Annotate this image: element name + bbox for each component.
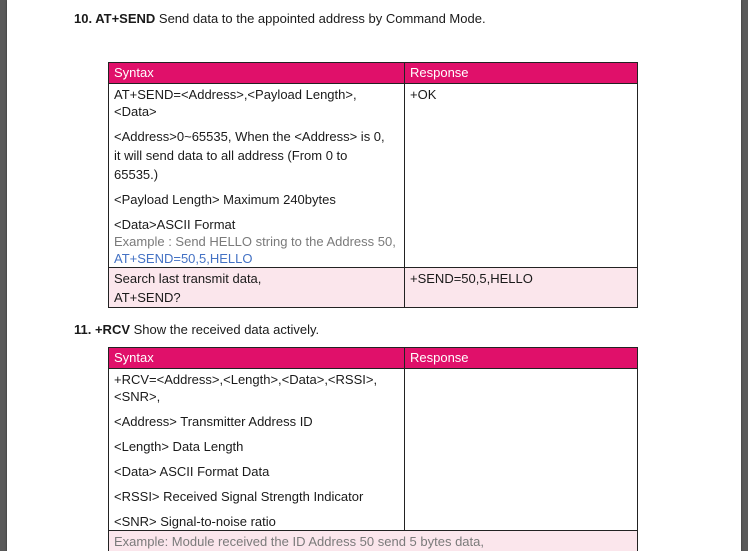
rcv-address-desc: <Address> Transmitter Address ID	[114, 414, 313, 429]
payload-desc: <Payload Length> Maximum 240bytes	[114, 192, 336, 207]
syntax-cell	[109, 84, 405, 268]
data-desc: <Data>ASCII Format	[114, 217, 236, 232]
rcv-response-cell	[405, 369, 638, 531]
header-syntax: Syntax	[109, 63, 405, 84]
address-desc-1: <Address>0~65535, When the <Address> is 0,	[114, 129, 385, 144]
header-response: Response	[405, 63, 638, 84]
table-row	[109, 531, 638, 551]
query-syntax-cell	[109, 268, 405, 308]
header-syntax: Syntax	[109, 348, 405, 369]
rcv-rssi-desc: <RSSI> Received Signal Strength Indicator	[114, 489, 364, 504]
rcv-syntax-cell	[109, 369, 405, 531]
section-11-description: Show the received data actively.	[130, 322, 320, 337]
response-cell: +OK	[405, 84, 638, 268]
table-row	[109, 268, 638, 308]
query-line-1: Search last transmit data,	[114, 271, 262, 286]
document-page	[7, 0, 741, 551]
rcv-length-desc: <Length> Data Length	[114, 439, 244, 454]
rcv-syntax: +RCV=<Address>,<Length>,<Data>,<RSSI>,<SNR>,	[114, 372, 378, 404]
syntax-command: AT+SEND=<Address>,<Payload Length>,<Data>	[114, 87, 357, 119]
query-line-2: AT+SEND?	[114, 290, 181, 305]
query-response-cell: +SEND=50,5,HELLO	[405, 268, 638, 308]
address-desc-3: 65535.)	[114, 167, 159, 182]
rcv-table	[108, 347, 638, 551]
example-text: Example : Send HELLO string to the Address 50,	[114, 234, 396, 249]
table-row	[109, 84, 638, 268]
section-10-number: 10. AT+SEND	[74, 11, 156, 26]
rcv-example-cell: Example: Module received the ID Address 50 send 5 bytes data,	[109, 531, 638, 551]
table-header-row	[109, 348, 638, 369]
address-desc-2: it will send data to all address (From 0 to	[114, 148, 348, 163]
section-10-title	[74, 11, 486, 26]
example-command: AT+SEND=50,5,HELLO	[114, 251, 253, 266]
header-response: Response	[405, 348, 638, 369]
rcv-data-desc: <Data> ASCII Format Data	[114, 464, 270, 479]
table-header-row	[109, 63, 638, 84]
table-row	[109, 369, 638, 531]
at-send-table	[108, 62, 638, 308]
section-11-title	[74, 322, 319, 337]
section-10-description: Send data to the appointed address by Command Mode.	[155, 11, 486, 26]
rcv-snr-desc: <SNR> Signal-to-noise ratio	[114, 514, 276, 529]
section-11-number: 11. +RCV	[74, 322, 131, 337]
